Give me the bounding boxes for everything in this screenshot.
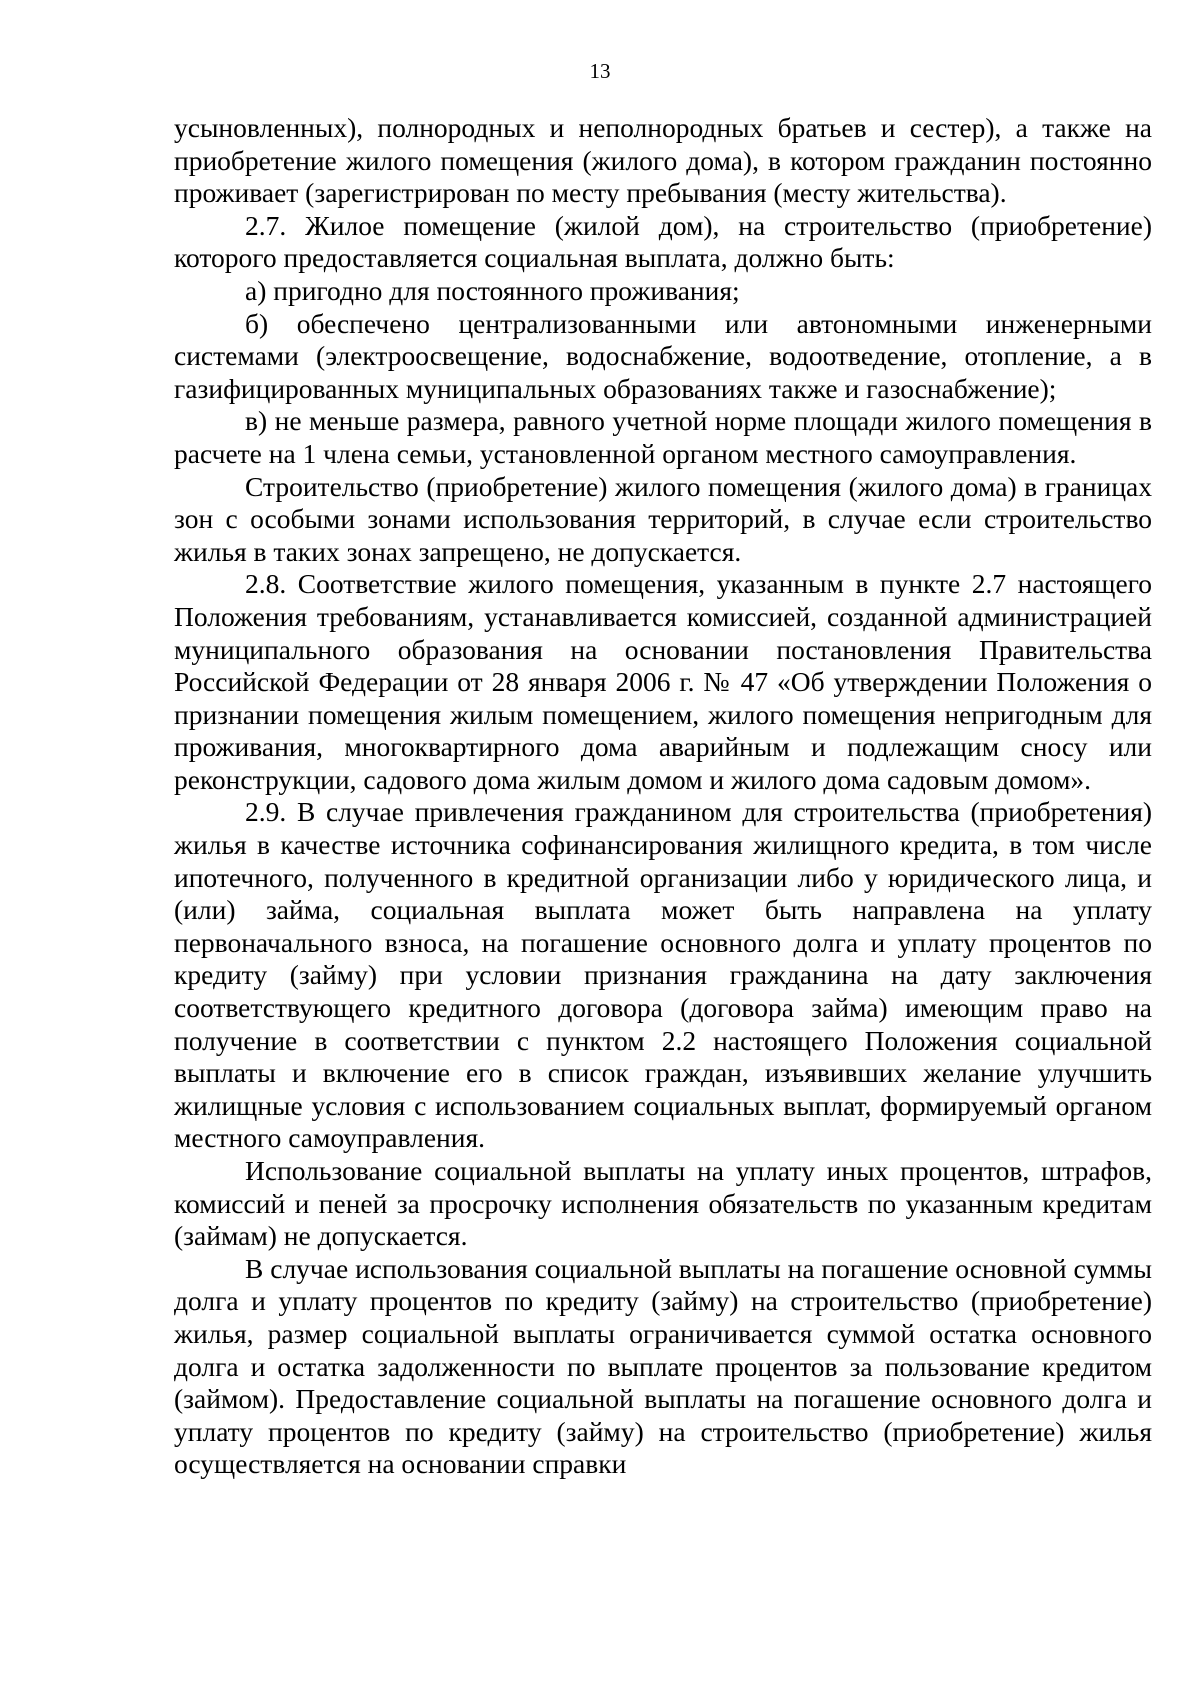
list-item-b: б) обеспечено централизованными или автономными инженерными системами (электроосвещение, водоснабжение, водоотведение, отопление, а в газифицированных муниципальных образованиях также и газоснабжение);: [174, 307, 1152, 404]
paragraph-2-8: 2.8. Соответствие жилого помещения, указанным в пункте 2.7 настоящего Положения требованиям, устанавливается комиссией, созданной администрацией муниципального образования на основании постановления Правительства Российской Федерации от 28 января 2006 г. № 47 «Об утверждении Положения о признании помещения жилым помещением, жилого помещения непригодным для проживания, многоквартирного дома аварийным и подлежащим сносу или реконструкции, садового дома жилым домом и жилого дома садовым домом».: [174, 568, 1152, 795]
list-item-a: а) пригодно для постоянного проживания;: [245, 274, 740, 306]
paragraph-2-9: 2.9. В случае привлечения гражданином для строительства (приобретения) жилья в качестве источника софинансирования жилищного кредита, в том числе ипотечного, полученного в кредитной организации либо у юридического лица, и (или) займа, социальная выплата может быть направлена на уплату первоначального взноса, на погашение основного долга и уплату процентов по кредиту (займу) при условии признания гражданина на дату заключения соответствующего кредитного договора (договора займа) имеющим право на получение в соответствии с пунктом 2.2 настоящего Положения социальной выплаты и включение его в список граждан, изъявивших желание улучшить жилищные условия с использованием социальных выплат, формируемый органом местного самоуправления.: [174, 796, 1152, 1154]
paragraph-other-interest: Использование социальной выплаты на уплату иных процентов, штрафов, комиссий и пеней за просрочку исполнения обязательств по указанным кредитам (займам) не допускается.: [174, 1155, 1152, 1252]
paragraph-2-7: 2.7. Жилое помещение (жилой дом), на строительство (приобретение) которого предоставляется социальная выплата, должно быть:: [174, 209, 1152, 274]
list-item-v: в) не меньше размера, равного учетной норме площади жилого помещения в расчете на 1 члена семьи, установленной органом местного самоуправления.: [174, 405, 1152, 469]
page-number: 13: [589, 59, 611, 83]
paragraph-continuation: усыновленных), полнородных и неполнородных братьев и сестер), а также на приобретение жилого помещения (жилого дома), в котором гражданин постоянно проживает (зарегистрирован по месту пребывания (месту жительства).: [174, 112, 1152, 209]
document-body: [174, 112, 1152, 1481]
paragraph-debt-repayment: В случае использования социальной выплаты на погашение основной суммы долга и уплату процентов по кредиту (займу) на строительство (приобретение) жилья, размер социальной выплаты ограничивается суммой остатка основного долга и остатка задолженности по выплате процентов за пользование кредитом (займом). Предоставление социальной выплаты на погашение основного долга и уплату процентов по кредиту (займу) на строительство (приобретение) жилья осуществляется на основании справки: [174, 1252, 1152, 1480]
paragraph-construction-restriction: Строительство (приобретение) жилого помещения (жилого дома) в границах зон с особыми зонами использования территорий, в случае если строительство жилья в таких зонах запрещено, не допускается.: [174, 470, 1152, 567]
